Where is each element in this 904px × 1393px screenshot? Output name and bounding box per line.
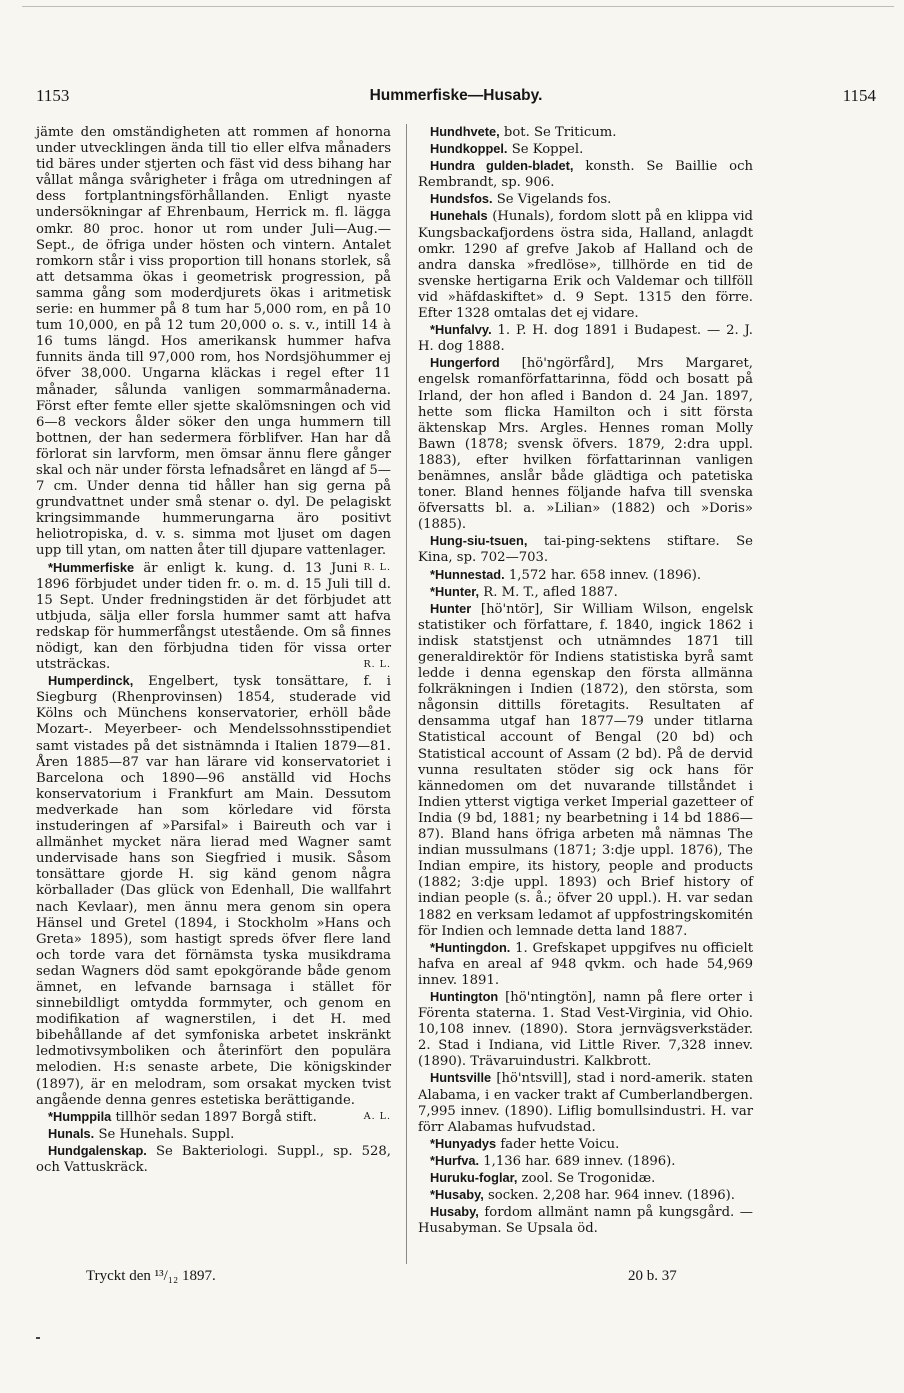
entry-text: 1,136 har. 689 innev. (1896). bbox=[483, 1153, 676, 1169]
entry bbox=[418, 322, 753, 355]
entry bbox=[418, 124, 753, 141]
entry-headword: Huruku-foglar, bbox=[430, 1170, 518, 1185]
author-signature: R. L. bbox=[363, 561, 391, 573]
author-signature: R. L. bbox=[363, 659, 391, 671]
entry-headword: Hundgalenskap. bbox=[48, 1142, 147, 1158]
entry bbox=[36, 560, 391, 674]
entry bbox=[418, 191, 753, 208]
entry-headword: Hundhvete, bbox=[430, 124, 500, 139]
entry-text: 1. Grefskapet uppgifves nu officielt hafva en areal af 948 qvkm. och hade 54,969 innev. 1891. bbox=[418, 940, 753, 988]
entry-text: fordom allmänt namn på kungsgård. — Husabyman. Se Upsala öd. bbox=[418, 1205, 753, 1237]
entry-text: [hö'ntingtön], namn på flere orter i Förenta staterna. 1. Stad Vest-Virginia, vid Ohio. 10,108 innev. (1890). Stora jernvägsverkstäder. 2. Stad i Indiana, vid Little River. 7,328 innev. (1890). Trävaruindustri. Kalkbrott. bbox=[418, 989, 753, 1070]
page-number-right: 1154 bbox=[842, 86, 876, 105]
entry-text: [hö'ngörfård], Mrs Margaret, engelsk romanförfattarinna, född och bosatt på Irland, der hon afled i Bandon d. 24 Jan. 1897, hette som flicka Hamilton och i sitt första äktenskap Mrs. Argles. Hennes roman Molly Bawn (1878; svensk öfvers. 1879, 2:dra uppl. 1883), efter hvilken författarinnan vanligen benämnes, anslår både glädtiga och patetiska toner. Bland hennes följande hafva till svenska öfversatts bl. a. »Lilian» (1882) och »Doris» (1885). bbox=[418, 356, 753, 533]
entry bbox=[418, 208, 753, 322]
entry-headword: Hunehals bbox=[430, 208, 488, 224]
column-divider bbox=[406, 124, 407, 1264]
entry-text: bot. Se Triticum. bbox=[503, 125, 617, 140]
entry-text: är enligt k. kung. d. 13 Juni 1896 förbjudet under tiden fr. o. m. d. 15 Juli till d. 15 Sept. Under fredningstiden är det förbjudet att utbjuda, sälja eller forsla hummer samt att hafva redskap för hummerfångst utestående. Om så finnes nödigt, kan den förbjudna tiden för vissa orter utsträckas. bbox=[36, 560, 391, 673]
entry bbox=[418, 601, 753, 940]
entry-headword: *Hunter, bbox=[430, 583, 480, 599]
entry-headword: Husaby, bbox=[430, 1204, 479, 1220]
entry-text: 1. P. H. dog 1891 i Budapest. — 2. J. H. dog 1888. bbox=[418, 323, 753, 355]
entry-headword: *Hunfalvy. bbox=[430, 322, 492, 338]
entry-headword: *Hurfva. bbox=[430, 1152, 480, 1168]
entry-text: tai-ping-sektens stiftare. Se Kina, sp. 702—703. bbox=[418, 534, 753, 566]
entry-text: Engelbert, tysk tonsättare, f. i Siegburg (Rhenprovinsen) 1854, studerade vid Kölns och Münchens konservatorier, erhöll både Mozart-. Meyerbeer- och Mendelssohnsstipendiet samt vistades på det sistnämnda i Italien 1879—81. Åren 1885—87 var han lärare vid konservatoriet i Barcelona och 1890—96 anställd vid Hochs konservatorium i Frankfurt am Main. Dessutom medverkade han som körledare vid första instuderingen af »Parsifal» i Baireuth och var i allmänhet mycket nära lierad med Wagner samt undervisade hans son Siegfried i musik. Såsom tonsättare gjorde H. sig känd genom några körballader (Das glück von Edenhall, Die wallfahrt nach Kevlaar), men ännu mera genom sin opera Hänsel und Gretel (1894, i Stockholm »Hans och Greta» 1895), som hastigt spreds öfver flere land och torde vara det förnämsta tyska musikdrama sedan Wagners död samt epokgörande både genom ämnet, en lefvande barnsaga i stället för sinnebildligt omtydda formmyter, och genom en modifikation af wagnerstilen, i det H. med bibehållande af det symfoniska arbetet inskränkt ledmotivsymboliken och återinfört den populära melodien. H:s senaste arbete, Die königskinder (1897), är en melodram, som orsakat mycken tvist angående denna genres estetiska berättigande. bbox=[36, 674, 391, 1108]
right-column bbox=[418, 124, 753, 1237]
entry-text: Se Bakteriologi. Suppl., sp. 528, och Vattuskräck. bbox=[36, 1143, 391, 1175]
entry bbox=[418, 1136, 753, 1153]
left-column bbox=[36, 124, 391, 1176]
entry-headword: *Hunyadys bbox=[430, 1135, 497, 1151]
entry bbox=[418, 158, 753, 191]
entry bbox=[36, 1109, 391, 1126]
entry-text: [hö'ntör], Sir William Wilson, engelsk statistiker och författare, f. 1840, ingick 1862 i indisk statstjenst och utnämndes 1871 till generaldirektör för Indiens statistiska byrå samt ledde i denna egenskap den första allmänna folkräkningen i Indien (1872), den största, som någonsin dittills företagits. Resultaten af densamma utgaf han 1877—79 under titlarna Statistical account of Bengal (20 bd) och Statistical account of Assam (2 bd). På de dervid vunna resultaten stöder sig ock hans för kännedomen om det nuvarande tillståndet i Indien ytterst vigtiga verket Imperial gazetteer of India (9 bd, 1881; ny bearbetning i 14 bd 1886—87). Bland hans öfriga arbeten må nämnas The indian mussulmans (1871; 3:dje uppl. 1876), The Indian empire, its history, people and products (1882; 3:dje uppl. 1893) och Brief history of indian people (s. å.; öfver 20 uppl.). H. var sedan 1882 en verksam ledamot af uppfostringskomitén för Indien och lemnade detta land 1887. bbox=[418, 601, 753, 939]
entry bbox=[36, 1126, 391, 1143]
entry-text: konsth. Se Baillie och Rembrandt, sp. 906. bbox=[418, 159, 753, 191]
page-number-left: 1153 bbox=[36, 86, 70, 105]
entry bbox=[418, 141, 753, 158]
entry-text: [hö'ntsvill], stad i nord-amerik. staten Alabama, i en vacker trakt af Cumberlandbergen. 7,995 innev. (1890). Liflig bomullsindustri. H. var förr Alabamas hufvudstad. bbox=[418, 1071, 753, 1135]
entry-headword: Hungerford bbox=[430, 355, 500, 371]
print-date: Tryckt den ¹³/₁₂ 1897. bbox=[86, 1268, 216, 1284]
running-title: Hummerfiske—Husaby. bbox=[369, 87, 543, 104]
entry bbox=[418, 1204, 753, 1237]
entry-headword: Hunals. bbox=[48, 1125, 95, 1141]
entry-text: tillhör sedan 1897 Borgå stift. bbox=[115, 1109, 317, 1125]
entry bbox=[418, 989, 753, 1070]
entry-headword: *Humppila bbox=[48, 1108, 112, 1124]
entry-text: Se Hunehals. Suppl. bbox=[98, 1126, 235, 1142]
entry-text: Se Koppel. bbox=[511, 142, 584, 158]
entry-headword: Huntsville bbox=[430, 1070, 492, 1086]
page-header bbox=[36, 86, 876, 110]
entry-headword: *Hunnestad. bbox=[430, 566, 505, 582]
entry-headword: Hundsfos. bbox=[430, 191, 493, 207]
entry-headword: Humperdinck, bbox=[48, 673, 134, 689]
scan-speck bbox=[36, 1337, 40, 1339]
entry-headword: Huntington bbox=[430, 988, 499, 1004]
entry bbox=[418, 584, 753, 601]
entry bbox=[418, 567, 753, 584]
entry bbox=[418, 1153, 753, 1170]
entry-headword: Hundra gulden-bladet, bbox=[430, 158, 574, 174]
entry-text: jämte den omständigheten att rommen af honorna under utvecklingen ända till tio eller elfva månaders tid bäres under stjerten och fäst vid dess bihang har vållat många svårigheter i fråga om utredningen af dess fortplantningsförhållanden. Enligt nyaste undersökningar af Ehrenbaum, Herrick m. fl. lägga omkr. 80 proc. honor ut rom under Juli—Aug.—Sept., de öfriga under hösten och vintern. Antalet romkorn står i viss proportion till honans storlek, så att detsamma ökas i geometrisk progression, på samma gång som moderdjurets ökas i aritmetisk serie: en hummer på 8 tum har 5,000 rom, en på 10 tum 10,000, en på 12 tum 20,000 o. s. v., intill 14 à 16 tums längd. Hos amerikansk hummer hafva funnits ända till 97,000 rom, hos Nordsjöhummer ej öfver 38,000. Ungarna kläckas i regel efter 11 månader, sålunda vanligen sommarmånaderna. Först efter femte eller sjette skalömsningen och vid 6—8 veckors ålder söker den unga hummern till bottnen, der han sedermera förblifver. Han har då förlorat sin larvform, men ömsar ännu flere gånger skal och när under första lefnadsåret en längd af 5—7 cm. Under denna tid håller han sig gerna på grundvattnet under små stenar o. dyl. De pelagiskt kringsimmande hummerungarna äro positivt heliotropiska, d. v. s. simma mot ljuset om dagen upp till ytan, om natten åter till djupare vattenlager. bbox=[36, 125, 391, 559]
entry-text: 1,572 har. 658 innev. (1896). bbox=[508, 567, 702, 583]
entry-headword: Hunter bbox=[430, 600, 472, 616]
entry-text: (Hunals), fordom slott på en klippa vid Kungsbackafjordens östra sida, Halland, anlagdt omkr. 1290 af grefve Jakob af Halland och de andra danska »fredlöse», tillhörde en tid de svenske hertigarna Erik och Valdemar och tillföll vid »häfdaskiftet» d. 9 Sept. 1315 den förre. Efter 1328 omtalas det ej vidare. bbox=[418, 209, 753, 322]
entry-headword: Hundkoppel. bbox=[430, 141, 508, 157]
entry bbox=[418, 355, 753, 533]
author-signature: A. L. bbox=[363, 1110, 391, 1122]
entry-headword: *Hummerfiske bbox=[48, 559, 135, 575]
entry bbox=[36, 1143, 391, 1176]
entry bbox=[418, 1070, 753, 1135]
scan-top-edge bbox=[22, 6, 894, 7]
entry-text: socken. 2,208 har. 964 innev. (1896). bbox=[488, 1188, 736, 1204]
entry-headword: Hung-siu-tsuen, bbox=[430, 533, 528, 549]
entry-text: Se Vigelands fos. bbox=[496, 192, 612, 208]
entry-text: R. M. T., afled 1887. bbox=[483, 584, 618, 600]
entry bbox=[418, 533, 753, 566]
entry bbox=[418, 1170, 753, 1187]
entry-headword: *Huntingdon. bbox=[430, 939, 511, 955]
entry-text: fader hette Voicu. bbox=[500, 1136, 620, 1152]
entry bbox=[418, 940, 753, 989]
entry-headword: *Husaby, bbox=[430, 1187, 484, 1203]
entry bbox=[418, 1187, 753, 1204]
entry-text: zool. Se Trogonidæ. bbox=[521, 1171, 656, 1186]
sheet-signature: 20 b. 37 bbox=[628, 1268, 677, 1284]
